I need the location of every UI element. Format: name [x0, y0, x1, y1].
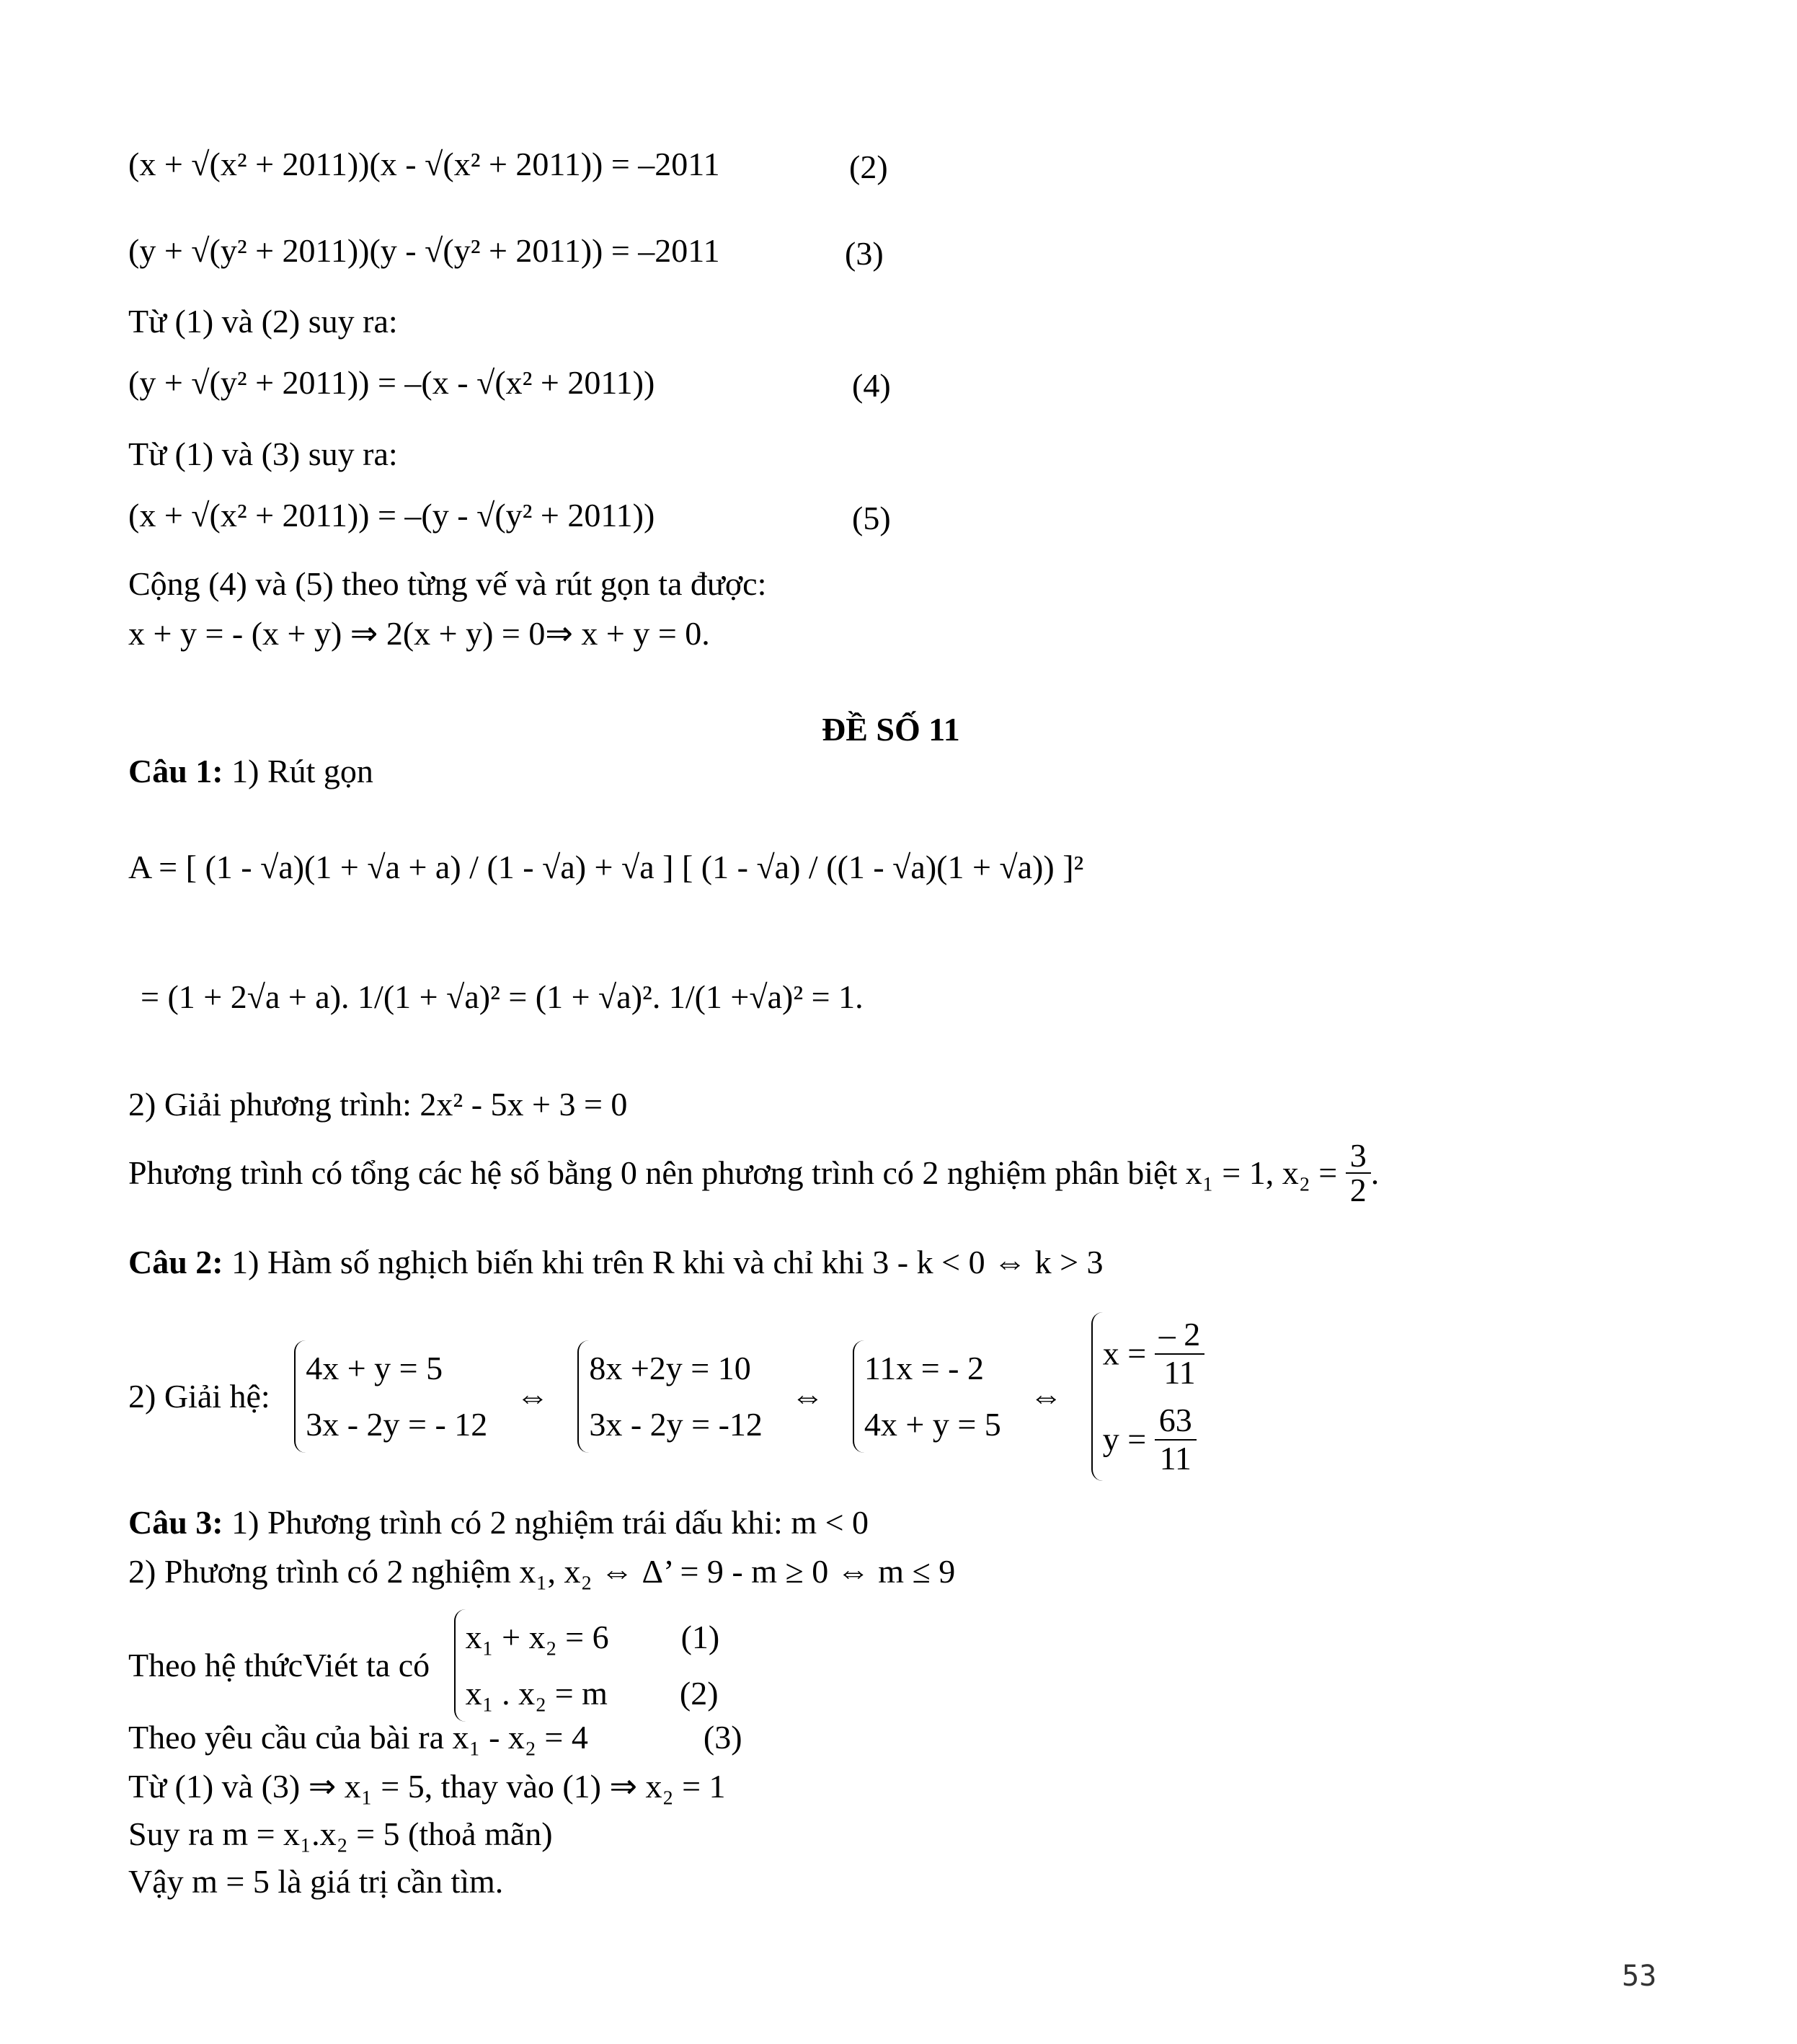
expression-A-simplified: = (1 + 2√a + a). 1/(1 + √a)² = (1 + √a)². 1/(1 +√a)² = 1. — [141, 978, 864, 1015]
system-2-eq-1: 8x +2y = 10 — [589, 1350, 751, 1386]
text-from-1-3: Từ (1) và (3) suy ra: — [128, 435, 398, 472]
system-1 — [294, 1340, 487, 1453]
solution-text: Phương trình có tổng các hệ số bằng 0 nên phương trình có 2 nghiệm phân biệt x₁ = 1, x₂ = — [128, 1154, 1346, 1191]
equation-2-tag: (2) — [849, 149, 888, 185]
question-2-part1: 1) Hàm số nghịch biến khi trên R khi và chỉ khi 3 - k < 0 ⇔ k > 3 — [223, 1244, 1104, 1280]
equation-4: (y + √(y² + 2011)) = –(x - √(x² + 2011)) — [128, 364, 655, 401]
fraction-3-over-2 — [1346, 1139, 1371, 1207]
requirement-text: Theo yêu cầu của bài ra x₁ - x₂ = 4 — [128, 1719, 588, 1756]
equation-3-tag: (3) — [845, 235, 884, 272]
viet-label: Theo hệ thứcViét ta có — [128, 1647, 430, 1684]
question-1-line — [128, 753, 373, 791]
system-3-eq-1: 11x = - 2 — [864, 1350, 984, 1386]
solution-x-denominator: 11 — [1163, 1353, 1196, 1391]
requirement-tag: (3) — [703, 1719, 742, 1756]
system-3 — [853, 1340, 1001, 1453]
solution-x-numerator: – 2 — [1155, 1317, 1205, 1355]
solution-y — [1103, 1402, 1204, 1477]
expression-A: A = [ (1 - √a)(1 + √a + a) / (1 - √a) + √a ] [ (1 - √a) / ((1 - √a)(1 + √a)) ]² — [128, 849, 1084, 885]
question-3-line — [128, 1504, 869, 1542]
solution-x-label: x = — [1102, 1335, 1155, 1372]
equation-5: (x + √(x² + 2011)) = –(y - √(y² + 2011)) — [128, 497, 655, 534]
solution-end: . — [1370, 1154, 1380, 1191]
solution-y-denominator: 11 — [1159, 1439, 1192, 1477]
solve-system-label: 2) Giải hệ: — [128, 1378, 270, 1415]
equivalence-symbol: ⇔ — [515, 1378, 549, 1415]
system-2-eq-2: 3x - 2y = -12 — [589, 1406, 763, 1443]
question-1-part2-solution — [128, 1139, 1379, 1207]
solution-y-numerator: 63 — [1155, 1402, 1197, 1441]
viet-eq-1-tag: (1) — [680, 1619, 720, 1655]
equation-3: (y + √(y² + 2011))(y - √(y² + 2011)) = –2011 — [128, 232, 720, 269]
system-solution-row — [128, 1312, 1204, 1481]
question-3-part2: 2) Phương trình có 2 nghiệm x₁, x₂ ⇔ Δ’ = 9 - m ≥ 0 ⇔ m ≤ 9 — [128, 1553, 956, 1590]
page-number: 53 — [1622, 1960, 1657, 1993]
question-2-line — [128, 1244, 1104, 1282]
solution-y-fraction — [1155, 1402, 1197, 1477]
text-result: x + y = - (x + y) ⇒ 2(x + y) = 0⇒ x + y = 0. — [128, 615, 710, 652]
equivalence-symbol: ⇔ — [1029, 1378, 1063, 1415]
system-solution — [1091, 1312, 1204, 1481]
text-add-equations: Cộng (4) và (5) theo từng vế và rút gọn ta được: — [128, 565, 767, 602]
viet-eq-1-text: x₁ + x₂ = 6 — [465, 1619, 609, 1655]
system-1-eq-2: 3x - 2y = - 12 — [306, 1406, 488, 1443]
question-1-part2: 2) Giải phương trình: 2x² - 5x + 3 = 0 — [128, 1086, 628, 1123]
suy-ra-line: Suy ra m = x₁.x₂ = 5 (thoả mãn) — [128, 1815, 553, 1852]
system-1-eq-1: 4x + y = 5 — [306, 1350, 443, 1386]
conclusion-line: Vậy m = 5 là giá trị cần tìm. — [128, 1863, 504, 1900]
fraction-numerator: 3 — [1346, 1139, 1371, 1174]
solution-y-label: y = — [1102, 1420, 1155, 1458]
text-from-1-2: Từ (1) và (2) suy ra: — [128, 303, 398, 340]
system-3-eq-2: 4x + y = 5 — [864, 1406, 1001, 1443]
solution-x-fraction — [1155, 1317, 1205, 1391]
viet-eq-1 — [466, 1609, 720, 1665]
equation-5-tag: (5) — [852, 500, 891, 536]
equation-4-tag: (4) — [852, 367, 891, 404]
question-3-part1: 1) Phương trình có 2 nghiệm trái dấu khi: m < 0 — [223, 1504, 869, 1541]
equivalence-symbol: ⇔ — [791, 1378, 825, 1415]
viet-eq-2-tag: (2) — [679, 1675, 719, 1712]
question-1-part1: 1) Rút gọn — [223, 753, 373, 789]
question-1-label: Câu 1: — [128, 753, 223, 789]
equation-2: (x + √(x² + 2011))(x - √(x² + 2011)) = –2011 — [128, 146, 720, 182]
solution-x — [1103, 1317, 1204, 1391]
question-2-label: Câu 2: — [128, 1244, 223, 1280]
requirement-line — [128, 1719, 742, 1757]
viet-eq-2 — [466, 1665, 720, 1722]
viet-row — [128, 1609, 719, 1722]
from-1-3-line: Từ (1) và (3) ⇒ x₁ = 5, thay vào (1) ⇒ x₂ = 1 — [128, 1768, 726, 1805]
viet-eq-2-text: x₁ . x₂ = m — [465, 1675, 608, 1712]
question-3-label: Câu 3: — [128, 1504, 223, 1541]
system-2 — [577, 1340, 763, 1453]
fraction-denominator: 2 — [1349, 1172, 1367, 1208]
section-title: ĐỀ SỐ 11 — [822, 711, 960, 748]
viet-system — [454, 1609, 720, 1722]
